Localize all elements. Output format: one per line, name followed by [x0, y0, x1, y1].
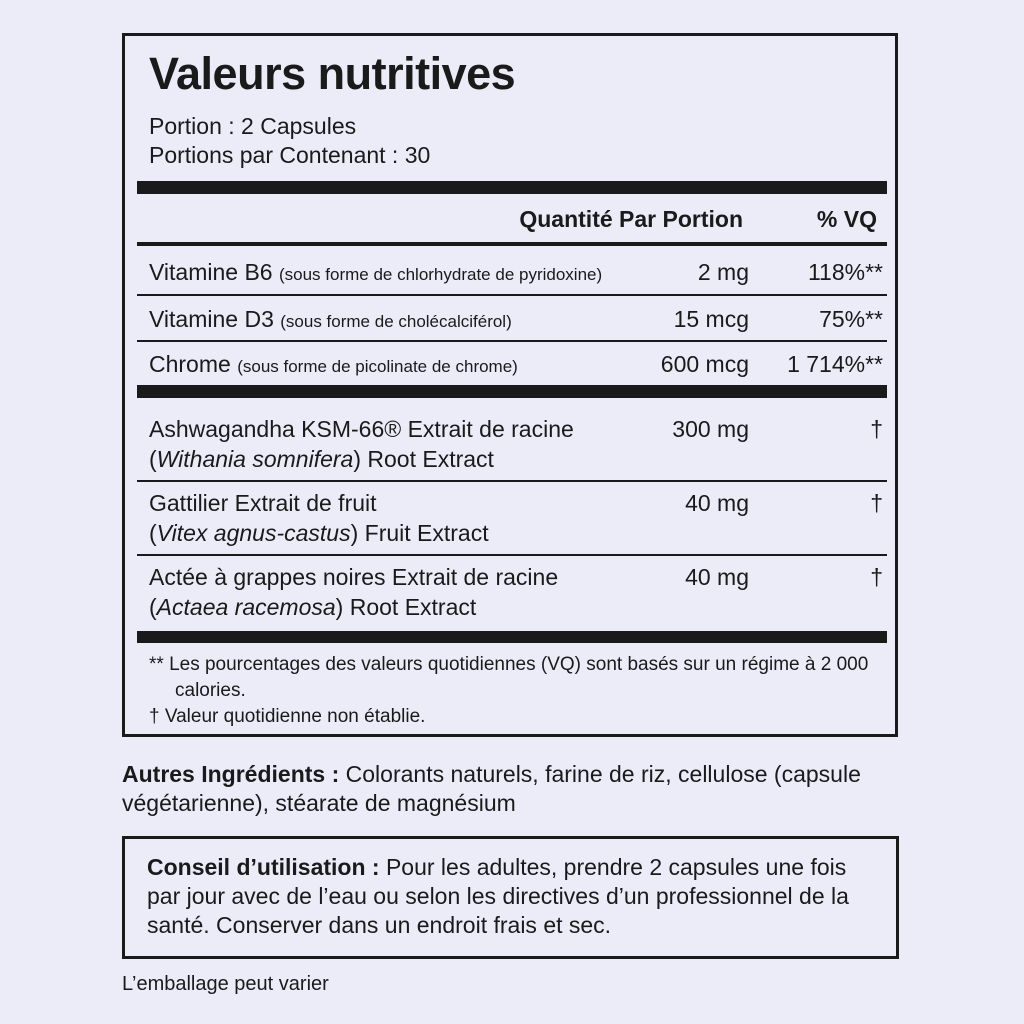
row-divider	[137, 480, 887, 482]
thick-divider	[137, 631, 887, 643]
nutrient-dv: 118%**	[807, 259, 883, 285]
amount-column-header: Quantité Par Portion	[519, 206, 743, 232]
row-divider	[137, 340, 887, 342]
nutrient-amount: 2 mg	[697, 259, 749, 285]
usage-advice-label: Conseil d’utilisation :	[147, 854, 380, 880]
nutrient-amount: 15 mcg	[673, 306, 749, 332]
footnote-dv-basis: ** Les pourcentages des valeurs quotidiennes (VQ) sont basés sur un régime à 2 000 calories.	[149, 654, 869, 701]
ingredient-name: Actée à grappes noires Extrait de racine (Actaea racemosa) Root Extract	[149, 564, 559, 620]
usage-advice-box	[122, 836, 899, 959]
footnote-not-established: † Valeur quotidienne non établie.	[149, 706, 426, 727]
row-divider	[137, 294, 887, 296]
nutrient-name: Vitamine B6 (sous forme de chlorhydrate de pyridoxine)	[149, 259, 603, 285]
packaging-note: L’emballage peut varier	[122, 973, 329, 995]
other-ingredients-text: Colorants naturels, farine de riz, cellulose (capsule végétarienne), stéarate de magnésium	[122, 761, 861, 816]
ingredient-amount: 40 mg	[685, 564, 749, 590]
ingredient-dv: †	[870, 416, 883, 442]
row-divider	[137, 554, 887, 556]
nutrient-amount: 600 mcg	[660, 351, 749, 377]
ingredient-dv: †	[870, 490, 883, 516]
ingredient-dv: †	[870, 564, 883, 590]
other-ingredients	[122, 760, 902, 818]
nutrient-name: Vitamine D3 (sous forme de cholécalciférol)	[149, 306, 512, 332]
nutrient-dv: 1 714%**	[787, 351, 883, 377]
thick-divider	[137, 385, 887, 398]
footnotes	[149, 652, 889, 730]
ingredient-name: Gattilier Extrait de fruit (Vitex agnus-castus) Fruit Extract	[149, 490, 489, 546]
other-ingredients-label: Autres Ingrédients :	[122, 761, 340, 787]
panel-title: Valeurs nutritives	[149, 48, 516, 99]
usage-advice-text: Pour les adultes, prendre 2 capsules une fois par jour avec de l’eau ou selon les directives d’un professionnel de la santé. Conserver dans un endroit frais et sec.	[147, 854, 849, 938]
nutrient-name: Chrome (sous forme de picolinate de chrome)	[149, 351, 518, 377]
servings-per-container: Portions par Contenant : 30	[149, 142, 431, 168]
thick-divider	[137, 181, 887, 194]
header-divider	[137, 242, 887, 246]
serving-size: Portion : 2 Capsules	[149, 113, 357, 139]
dv-column-header: % VQ	[816, 206, 877, 232]
nutrient-dv: 75%**	[819, 306, 883, 332]
ingredient-name: Ashwagandha KSM-66® Extrait de racine (Withania somnifera) Root Extract	[149, 416, 574, 472]
ingredient-amount: 300 mg	[672, 416, 749, 442]
ingredient-amount: 40 mg	[685, 490, 749, 516]
nutrition-facts-panel	[122, 33, 898, 737]
